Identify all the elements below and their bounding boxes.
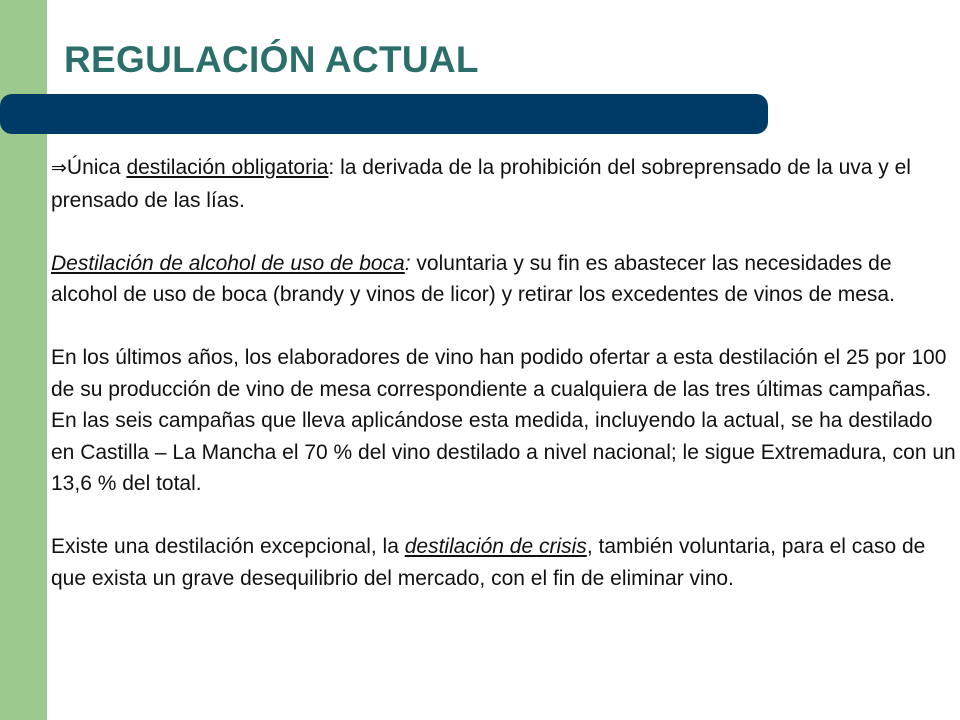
term-crisis-distillation: destilación de crisis (404, 535, 587, 558)
p2-colon: : (404, 251, 411, 275)
paragraph-obligatory-distillation (51, 152, 956, 216)
spacer (51, 311, 956, 343)
p1-rest: : la derivada de la prohibición del sobreprensado de la uva y el prensado de las lías. (51, 156, 911, 212)
term-mouth-alcohol-distillation: Destilación de alcohol de uso de boca (51, 251, 405, 275)
term-obligatory-distillation: destilación obligatoria (126, 156, 329, 179)
p1-lead: Única (66, 156, 127, 179)
paragraph-recent-years: En los últimos años, los elaboradores de vino han podido ofertar a esta destilación el 25 por 100 de su producción de vino de mesa correspondiente a cualquiera de las tres últimas campañas. En las seis campañas que lleva aplicándose esta medida, incluyendo la actual, se ha destilado en Castilla – La Mancha el 70 % del vino destilado a nivel nacional; le sigue Extremadura, con un 13,6 % del total. (51, 346, 956, 495)
spacer (51, 500, 956, 532)
p4-lead: Existe una destilación excepcional, la (51, 535, 405, 558)
paragraph-crisis-distillation (51, 531, 956, 594)
slide-body (51, 152, 956, 594)
slide-title: REGULACIÓN ACTUAL (64, 39, 479, 80)
title-underline-bar (0, 94, 768, 134)
implies-arrow-icon: ⇒ (51, 157, 67, 179)
p2-rest: voluntaria y su fin es abastecer las necesidades de alcohol de uso de boca (brandy y vinos de licor) y retirar los excedentes de vinos de mesa. (51, 251, 895, 306)
paragraph-mouth-alcohol (51, 248, 956, 311)
spacer (51, 216, 956, 248)
p4-rest: , también voluntaria, para el caso de que exista un grave desequilibrio del mercado, con el fin de eliminar vino. (51, 535, 926, 590)
